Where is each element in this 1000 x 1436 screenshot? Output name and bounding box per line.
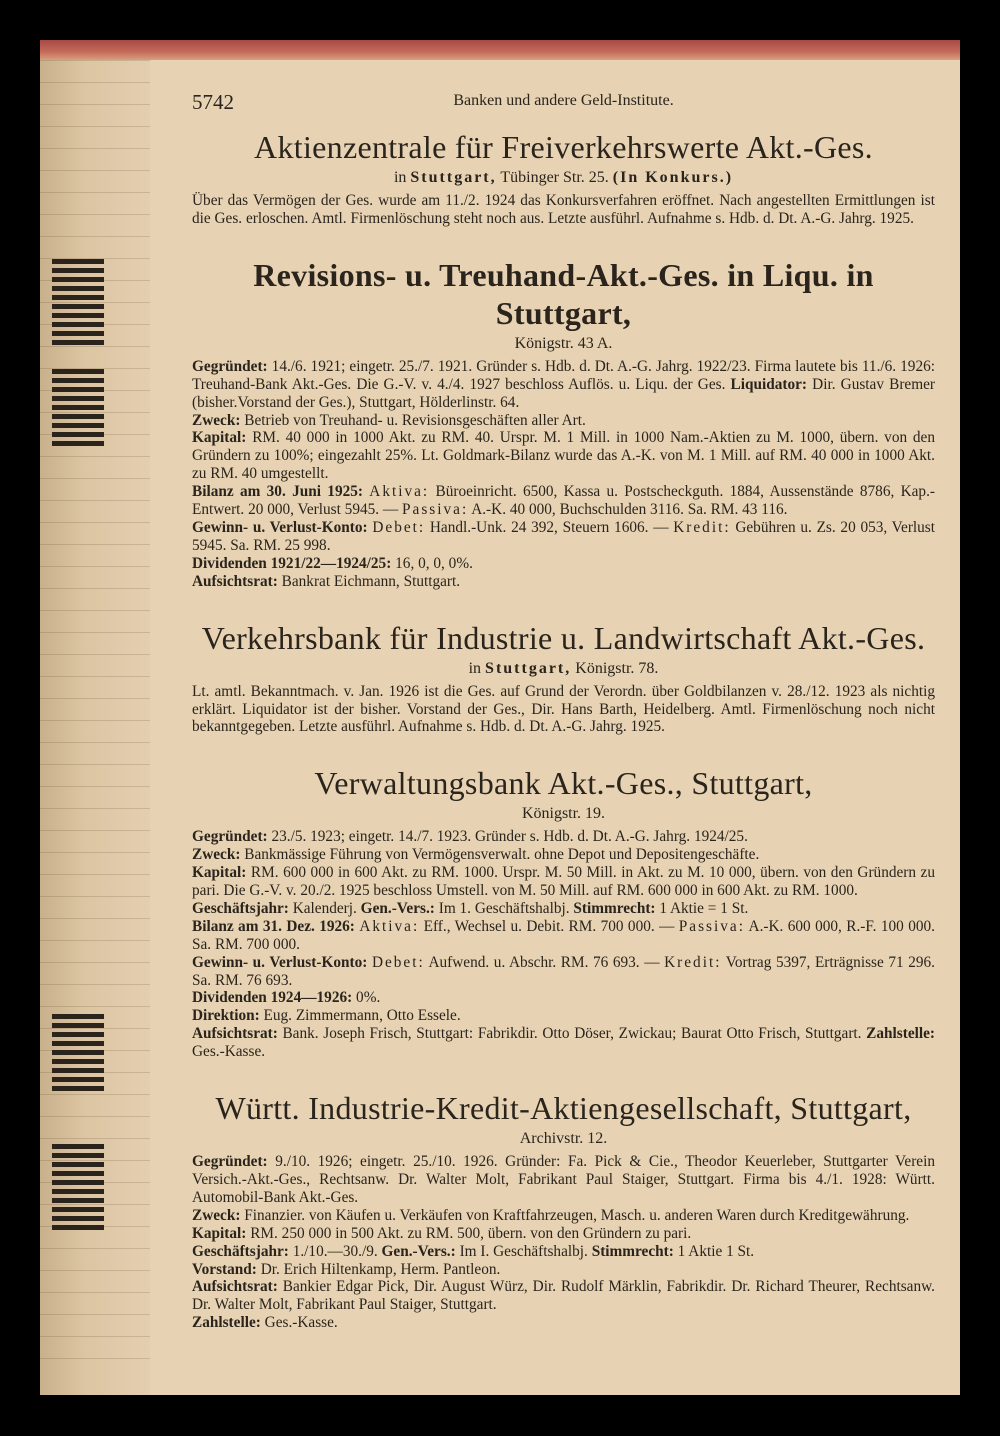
page-stack-line: [40, 1314, 150, 1315]
page-stack-line: [40, 522, 150, 523]
entry-balance: Bilanz am 30. Juni 1925: Aktiva: Büroeinricht. 6500, Kassa u. Postscheckguth. 1884, Aussenstände 8786, Kap.-Entwert. 20 000, Verlust 5945. — Passiva: A.-K. 40 000, Buchschulden 3116. Sa. RM. 43 116.: [192, 483, 936, 519]
bleed-marks: [52, 255, 104, 349]
page-stack-line: [40, 236, 150, 237]
page-stack-line: [40, 104, 150, 105]
entry-founded: Gegründet: 14./6. 1921; eingetr. 25./7. 1921. Gründer s. Hdb. d. Dt. A.-G. Jahrg. 1922/23. Firma lautete bis 11./6. 1926: Treuhand-Bank Akt.-Ges. Die G.-V. v. 4./4. 1927 beschloss Auflös. u. Liqu. der Ges. Liquidator: Dir. Gustav Bremer (bisher.Vorstand der Ges.), Stuttgart, Hölderlinstr. 64.: [192, 357, 935, 411]
entry-address: Königstr. 43 A.: [514, 334, 613, 352]
page-stack-line: [40, 1248, 150, 1249]
book-page: [40, 40, 960, 1395]
page-stack-line: [40, 742, 150, 743]
page-stack-line: [40, 698, 150, 699]
page-stack-line: [40, 632, 150, 633]
entry-text: Über das Vermögen der Ges. wurde am 11./2. 1924 das Konkursverfahren eröffnet. Nach angestellten Ermittlungen ist die Ges. erloschen. Amtl. Firmenlöschung steht noch aus. Letzte ausführl. Aufnahme s. Hdb. d. Dt. A.-G. Jahrg. 1925.: [192, 192, 935, 227]
entry-purpose: Zweck: Finanzier. von Käufen u. Verkäufen von Kraftfahrzeugen, Masch. u. anderen Waren durch Kreditgewährung.: [192, 1206, 910, 1224]
entry-capital: Kapital: RM. 40 000 in 1000 Akt. zu RM. 40. Urspr. M. 1 Mill. in 1000 Nam.-Aktien zu M. 1000, übern. von den Gründern zu 100%; eingezahlt 25%. Lt. Goldmark-Bilanz wurde das A.-K. von M. 1 Mill. auf RM. 40 000 in 1000 Akt. zu RM. 40 umgestellt.: [192, 429, 935, 483]
entry-executive: Vorstand: Dr. Erich Hiltenkamp, Herm. Pantleon.: [192, 1260, 501, 1278]
page-stack-line: [40, 1270, 150, 1271]
entry: [192, 256, 935, 591]
page-stack-line: [40, 1292, 150, 1293]
entry-address: Königstr. 19.: [521, 805, 606, 823]
entry-board: Aufsichtsrat: Bank. Joseph Frisch, Stuttgart: Fabrikdir. Otto Döser, Zwickau; Baurat Otto Frisch, Stuttgart. Zahlstelle: Ges.-Kasse.: [192, 1025, 936, 1061]
entry-founded: Gegründet: 9./10. 1926; eingetr. 25./10. 1926. Gründer: Fa. Pick & Cie., Theodor Keuerleber, Stuttgarter Verein Versich.-Akt.-Ges., Rechtsanw. Dr. Walter Molt, Fabrikant Paul Staiger, Stuttgart. Firma bis 4./1. 1928: Württ. Automobil-Bank Akt.-Ges.: [192, 1153, 935, 1206]
page-stack-line: [40, 500, 150, 501]
page-stack-line: [40, 764, 150, 765]
page-stack-line: [40, 1006, 150, 1007]
page-stack-line: [40, 786, 150, 787]
entry: [192, 619, 935, 737]
entry-title: Aktienzentrale für Freiverkehrswerte Akt.-Ges.: [254, 129, 873, 165]
page-stack-line: [40, 148, 150, 149]
entry-title: Württ. Industrie-Kredit-Aktiengesellschaft, Stuttgart,: [215, 1090, 912, 1127]
entry-purpose: Zweck: Bankmässige Führung von Vermögensverwalt. ohne Depot und Depositengeschäfte.: [192, 846, 760, 864]
bleed-marks: [52, 365, 104, 450]
entry: [192, 764, 935, 1061]
page-stack-line: [40, 896, 150, 897]
page-stack-line: [40, 1336, 150, 1337]
page-stack-line: [40, 918, 150, 919]
entry-dividends: Dividenden 1921/22—1924/25: 16, 0, 0, 0%.: [192, 554, 473, 572]
page-stack-line: [40, 1358, 150, 1359]
page-stack-line: [40, 170, 150, 171]
page-stack-line: [40, 852, 150, 853]
page-stack-line: [40, 720, 150, 721]
page-stack-line: [40, 192, 150, 193]
page-number: 5742: [192, 90, 234, 114]
page-stack-line: [40, 984, 150, 985]
page-stack-line: [40, 874, 150, 875]
page-stack-line: [40, 544, 150, 545]
running-title: Banken und andere Geld-Institute.: [453, 92, 674, 109]
entry-profit-loss: Gewinn- u. Verlust-Konto: Debet: Handl.-Unk. 24 392, Steuern 1606. — Kredit: Gebühren u. Zs. 20 053, Verlust 5945. Sa. RM. 25 998.: [192, 518, 936, 554]
page-stack-line: [40, 60, 150, 61]
entry-subtitle: in Stuttgart, Tübinger Str. 25. (In Konkurs.): [393, 169, 734, 186]
entry-title: Verwaltungsbank Akt.-Ges., Stuttgart,: [314, 765, 813, 802]
entry-profit-loss: Gewinn- u. Verlust-Konto: Debet: Aufwend. u. Abschr. RM. 76 693. — Kredit: Vortrag 5397, Erträgnisse 71 296. Sa. RM. 76 693.: [192, 953, 936, 989]
entry-balance: Bilanz am 31. Dez. 1926: Aktiva: Eff., Wechsel u. Debit. RM. 700 000. — Passiva: A.-K. 600 000, R.-F. 100 000. Sa. RM. 700 000.: [192, 917, 936, 953]
bleed-marks: [52, 1010, 104, 1095]
entry-management: Direktion: Eug. Zimmermann, Otto Essele.: [192, 1007, 461, 1025]
page-stack-line: [40, 588, 150, 589]
entry-capital: Kapital: RM. 250 000 in 500 Akt. zu RM. 500, übern. von den Gründern zu pari.: [192, 1224, 692, 1242]
page-stack-line: [40, 478, 150, 479]
entry: [192, 128, 935, 228]
page-stack-line: [40, 214, 150, 215]
entry-board: Aufsichtsrat: Bankier Edgar Pick, Dir. August Würz, Dir. Rudolf Märklin, Fabrikdir. Dr. Richard Theurer, Rechtsanw. Dr. Walter Molt, Fabrikant Paul Staiger, Stuttgart.: [192, 1278, 935, 1314]
entry-title: Verkehrsbank für Industrie u. Landwirtschaft Akt.-Ges.: [201, 619, 926, 656]
page-stack-line: [40, 456, 150, 457]
entry-subtitle: in Stuttgart, Königstr. 78.: [468, 659, 659, 677]
entry-board: Aufsichtsrat: Bankrat Eichmann, Stuttgart.: [192, 572, 461, 590]
entry-fiscal: Geschäftsjahr: 1./10.—30./9. Gen.-Vers.: Im I. Geschäftshalbj. Stimmrecht: 1 Aktie 1 St.: [192, 1242, 755, 1260]
entry-text: Lt. amtl. Bekanntmach. v. Jan. 1926 ist die Ges. auf Grund der Verordn. über Goldbilanzen v. 28./12. 1923 als nichtig erklärt. Liquidator ist der bisher. Vorstand der Ges., Dir. Hans Barth, Heidelberg. Amtl. Firmenlöschung noch nicht bekanntgegeben. Letzte ausführl. Aufnahme s. Hdb. d. Dt. A.-G. Jahrg. 1925.: [192, 682, 935, 736]
page-stack-line: [40, 676, 150, 677]
entry-purpose: Zweck: Betrieb von Treuhand- u. Revisionsgeschäften aller Art.: [192, 411, 586, 429]
running-header: [192, 88, 935, 118]
page-stack-line: [40, 1138, 150, 1139]
page-content: [192, 88, 935, 1332]
entry-capital: Kapital: RM. 600 000 in 600 Akt. zu RM. 1000. Urspr. M. 50 Mill. in Akt. zu M. 10 000, übern. von den Gründern zu pari. Die G.-V. v. 20./2. 1925 beschloss Umstell. von M. 50 Mill. auf RM. 600 000 in 600 Akt. zu RM. 1000.: [192, 864, 935, 900]
entry-fiscal: Geschäftsjahr: Kalenderj. Gen.-Vers.: Im 1. Geschäftshalbj. Stimmrecht: 1 Aktie = 1 St.: [192, 899, 749, 917]
entry: [192, 1089, 935, 1332]
entry-paying-agent: Zahlstelle: Ges.-Kasse.: [192, 1314, 338, 1332]
page-stack-line: [40, 82, 150, 83]
entry-dividends: Dividenden 1924—1926: 0%.: [192, 989, 381, 1007]
page-stack-line: [40, 126, 150, 127]
page-stack-line: [40, 808, 150, 809]
page-stack-line: [40, 940, 150, 941]
entry-address: Archivstr. 12.: [519, 1130, 608, 1148]
entry-title: Revisions- u. Treuhand-Akt.-Ges. in Liqu. in Stuttgart,: [253, 256, 874, 331]
page-stack-line: [40, 654, 150, 655]
page-stack-line: [40, 566, 150, 567]
page-stack-line: [40, 830, 150, 831]
page-stack-line: [40, 1116, 150, 1117]
bleed-marks: [52, 1140, 104, 1234]
entry-founded: Gegründet: 23./5. 1923; eingetr. 14./7. 1923. Gründer s. Hdb. d. Dt. A.-G. Jahrg. 1924/25.: [192, 828, 748, 846]
page-stack-line: [40, 962, 150, 963]
page-top-edge: [40, 40, 960, 60]
page-stack-line: [40, 610, 150, 611]
